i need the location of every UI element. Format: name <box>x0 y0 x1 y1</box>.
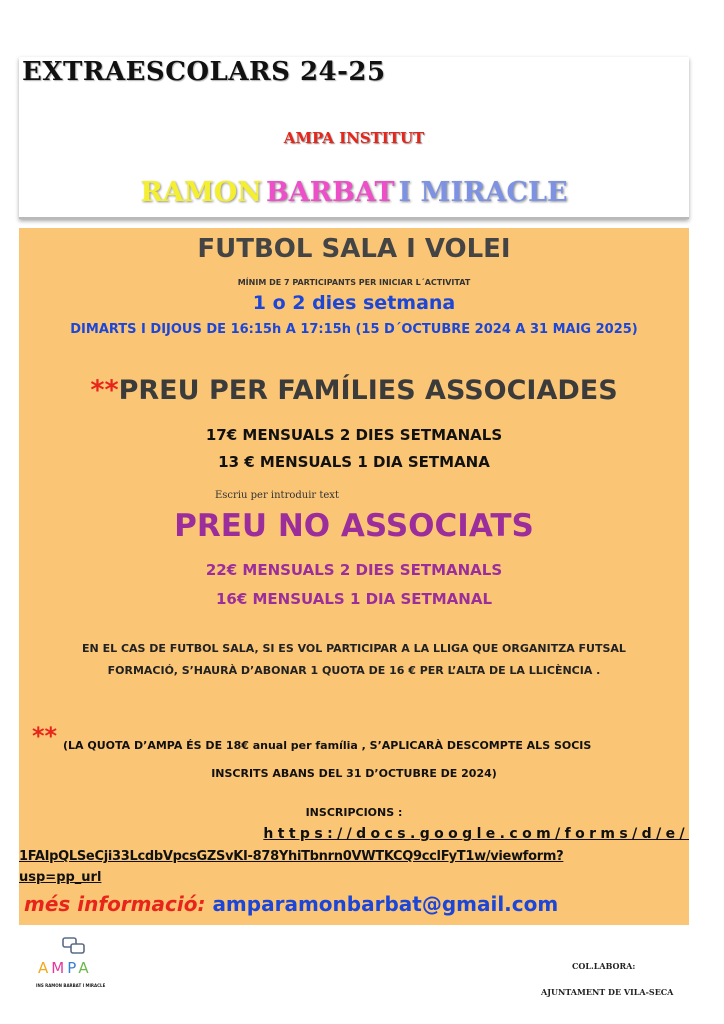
minimum-participants-note: MÍNIM DE 7 PARTICIPANTS PER INICIAR L´ACTIVITAT <box>237 278 471 287</box>
text-placeholder[interactable]: Escriu per introduir text <box>215 490 339 501</box>
quota-note-line2: INSCRITS ABANS DEL 31 D’OCTUBRE DE 2024) <box>211 767 497 780</box>
futsal-note-line1: EN EL CAS DE FUTBOL SALA, SI ES VOL PARTICIPAR A LA LLIGA QUE ORGANITZA FUTSAL <box>82 642 626 655</box>
logo-letter-m: M <box>51 959 68 977</box>
schedule-text: DIMARTS I DIJOUS DE 16:15h A 17:15h (15 D´OCTUBRE 2024 A 31 MAIG 2025) <box>70 322 638 337</box>
associated-price-heading <box>19 375 689 406</box>
associated-title: PREU PER FAMÍLIES ASSOCIADES <box>118 375 618 406</box>
school-word-ramon: RAMON <box>140 177 262 208</box>
council-name: AJUNTAMENT DE VILA-SECA <box>541 987 674 997</box>
logo-letter-a1: A <box>38 959 52 977</box>
contact-label: més informació: <box>24 892 206 916</box>
non-associated-title: PREU NO ASSOCIATS <box>174 508 534 544</box>
school-word-barbat: BARBAT <box>265 177 395 208</box>
non-associated-price-1day: 16€ MENSUALS 1 DIA SETMANAL <box>215 590 493 608</box>
days-per-week: 1 o 2 dies setmana <box>252 292 456 314</box>
associated-stars: ** <box>90 375 119 406</box>
activity-title: FUTBOL SALA I VOLEI <box>197 234 511 264</box>
ampa-logo-letters <box>38 959 92 977</box>
activity-panel <box>19 228 689 925</box>
collaborates-label: COL.LABORA: <box>572 961 636 971</box>
futsal-note-line2: FORMACIÓ, S’HAURÀ D’ABONAR 1 QUOTA DE 16 € PER L’ALTA DE LA LLICÈNCIA . <box>107 664 601 677</box>
header-banner <box>19 57 689 219</box>
school-word-miracle: I MIRACLE <box>398 177 568 208</box>
logo-letter-p: P <box>67 959 79 977</box>
chat-bubbles-icon <box>62 937 86 957</box>
logo-letter-a2: A <box>78 959 92 977</box>
contact-info <box>24 892 558 916</box>
inscriptions-link-part1[interactable]: https://docs.google.com/forms/d/e/ <box>263 826 689 842</box>
ampa-logo-subtitle: INS RAMON BARBAT I MIRACLE <box>36 983 106 988</box>
quota-stars: ** <box>32 722 58 750</box>
inscriptions-label: INSCRIPCIONS : <box>305 806 403 819</box>
quota-note-line1: (LA QUOTA D’AMPA ÉS DE 18€ anual per família , S’APLICARÀ DESCOMPTE ALS SOCIS <box>63 739 592 752</box>
associated-price-2days: 17€ MENSUALS 2 DIES SETMANALS <box>205 426 503 444</box>
inscriptions-link-part3[interactable]: usp=pp_url <box>19 870 102 885</box>
non-associated-price-2days: 22€ MENSUALS 2 DIES SETMANALS <box>205 561 503 579</box>
ampa-subtitle: AMPA INSTITUT <box>283 129 425 147</box>
page-title: EXTRAESCOLARS 24-25 <box>22 57 386 87</box>
inscriptions-link-part2[interactable]: 1FAIpQLSeCji33LcdbVpcsGZSvKI-878YhiTbnrn0VWTKCQ9cclFyT1w/viewform? <box>19 849 564 864</box>
ampa-logo <box>32 935 112 1005</box>
contact-email-link[interactable]: amparamonbarbat@gmail.com <box>212 892 559 916</box>
associated-price-1day: 13 € MENSUALS 1 DIA SETMANA <box>218 453 490 471</box>
school-name <box>19 177 689 208</box>
